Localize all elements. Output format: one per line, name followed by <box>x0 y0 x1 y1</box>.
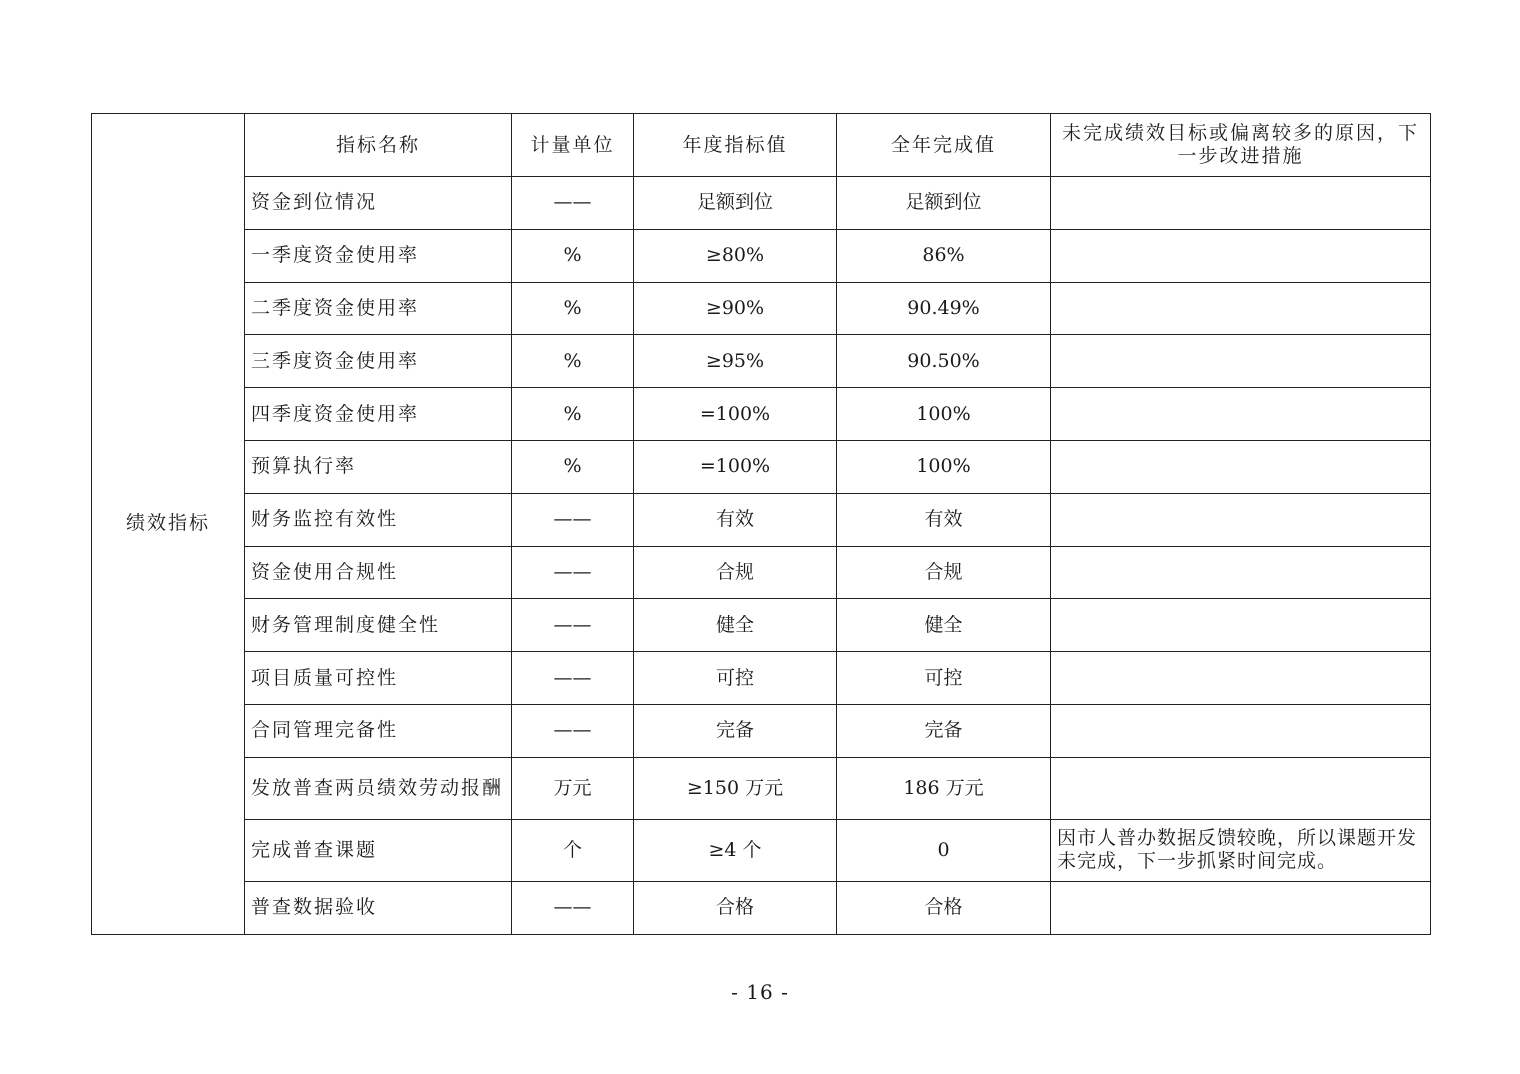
indicator-name-cell: 普查数据验收 <box>245 881 512 934</box>
annual-actual-cell: 0 <box>837 819 1051 881</box>
annual-actual-cell: 完备 <box>837 704 1051 757</box>
annual-actual-cell: 86% <box>837 229 1051 282</box>
unit-cell: % <box>512 440 634 493</box>
unit-cell: —— <box>512 599 634 652</box>
indicator-name-cell: 资金使用合规性 <box>245 546 512 599</box>
indicator-name-cell: 财务监控有效性 <box>245 493 512 546</box>
indicator-name-cell: 发放普查两员绩效劳动报酬 <box>245 757 512 819</box>
unit-cell: 万元 <box>512 757 634 819</box>
annual-target-cell: 合规 <box>634 546 837 599</box>
table-row <box>92 819 1431 881</box>
unit-cell: —— <box>512 652 634 705</box>
annual-target-cell: ≥4 个 <box>634 819 837 881</box>
indicator-name-cell: 财务管理制度健全性 <box>245 599 512 652</box>
performance-indicator-table <box>91 113 1431 935</box>
annual-actual-cell: 90.50% <box>837 335 1051 388</box>
reason-cell: 因市人普办数据反馈较晚，所以课题开发未完成，下一步抓紧时间完成。 <box>1051 819 1431 881</box>
table-row <box>92 757 1431 819</box>
header-row <box>92 114 1431 177</box>
table-row <box>92 440 1431 493</box>
reason-cell <box>1051 757 1431 819</box>
indicator-name-cell: 合同管理完备性 <box>245 704 512 757</box>
annual-actual-cell: 合规 <box>837 546 1051 599</box>
annual-target-cell: 有效 <box>634 493 837 546</box>
reason-cell <box>1051 881 1431 934</box>
table-row <box>92 493 1431 546</box>
table-row <box>92 546 1431 599</box>
table-row <box>92 599 1431 652</box>
indicator-name-cell: 预算执行率 <box>245 440 512 493</box>
table-row <box>92 704 1431 757</box>
header-annual-actual: 全年完成值 <box>837 114 1051 177</box>
page-number: - 16 - <box>731 980 789 1004</box>
unit-cell: % <box>512 388 634 441</box>
indicator-name-cell: 完成普查课题 <box>245 819 512 881</box>
reason-cell <box>1051 440 1431 493</box>
annual-target-cell: =100% <box>634 440 837 493</box>
category-cell: 绩效指标 <box>92 114 245 935</box>
table-row <box>92 652 1431 705</box>
annual-target-cell: 健全 <box>634 599 837 652</box>
table-row <box>92 335 1431 388</box>
reason-cell <box>1051 546 1431 599</box>
unit-cell: —— <box>512 493 634 546</box>
indicator-name-cell: 一季度资金使用率 <box>245 229 512 282</box>
indicator-name-cell: 二季度资金使用率 <box>245 282 512 335</box>
unit-cell: —— <box>512 177 634 230</box>
table-row <box>92 881 1431 934</box>
indicator-name-cell: 项目质量可控性 <box>245 652 512 705</box>
unit-cell: % <box>512 282 634 335</box>
annual-target-cell: 足额到位 <box>634 177 837 230</box>
table-row <box>92 177 1431 230</box>
annual-actual-cell: 100% <box>837 440 1051 493</box>
annual-target-cell: 完备 <box>634 704 837 757</box>
reason-cell <box>1051 493 1431 546</box>
reason-cell <box>1051 704 1431 757</box>
reason-cell <box>1051 229 1431 282</box>
annual-target-cell: 可控 <box>634 652 837 705</box>
annual-actual-cell: 合格 <box>837 881 1051 934</box>
reason-cell <box>1051 388 1431 441</box>
unit-cell: —— <box>512 704 634 757</box>
indicator-name-cell: 四季度资金使用率 <box>245 388 512 441</box>
annual-target-cell: ≥150 万元 <box>634 757 837 819</box>
unit-cell: —— <box>512 881 634 934</box>
annual-target-cell: ≥90% <box>634 282 837 335</box>
header-unit: 计量单位 <box>512 114 634 177</box>
annual-actual-cell: 90.49% <box>837 282 1051 335</box>
table-row <box>92 229 1431 282</box>
table-row <box>92 388 1431 441</box>
annual-actual-cell: 可控 <box>837 652 1051 705</box>
header-annual-target: 年度指标值 <box>634 114 837 177</box>
header-indicator-name: 指标名称 <box>245 114 512 177</box>
unit-cell: % <box>512 335 634 388</box>
reason-cell <box>1051 599 1431 652</box>
annual-target-cell: ≥95% <box>634 335 837 388</box>
annual-actual-cell: 健全 <box>837 599 1051 652</box>
annual-actual-cell: 186 万元 <box>837 757 1051 819</box>
header-reason: 未完成绩效目标或偏离较多的原因，下一步改进措施 <box>1051 114 1431 177</box>
annual-actual-cell: 有效 <box>837 493 1051 546</box>
annual-target-cell: ≥80% <box>634 229 837 282</box>
reason-cell <box>1051 652 1431 705</box>
unit-cell: 个 <box>512 819 634 881</box>
indicator-name-cell: 三季度资金使用率 <box>245 335 512 388</box>
indicator-name-cell: 资金到位情况 <box>245 177 512 230</box>
table-row <box>92 282 1431 335</box>
annual-target-cell: =100% <box>634 388 837 441</box>
annual-actual-cell: 足额到位 <box>837 177 1051 230</box>
annual-target-cell: 合格 <box>634 881 837 934</box>
annual-actual-cell: 100% <box>837 388 1051 441</box>
reason-cell <box>1051 335 1431 388</box>
reason-cell <box>1051 177 1431 230</box>
reason-cell <box>1051 282 1431 335</box>
unit-cell: % <box>512 229 634 282</box>
unit-cell: —— <box>512 546 634 599</box>
